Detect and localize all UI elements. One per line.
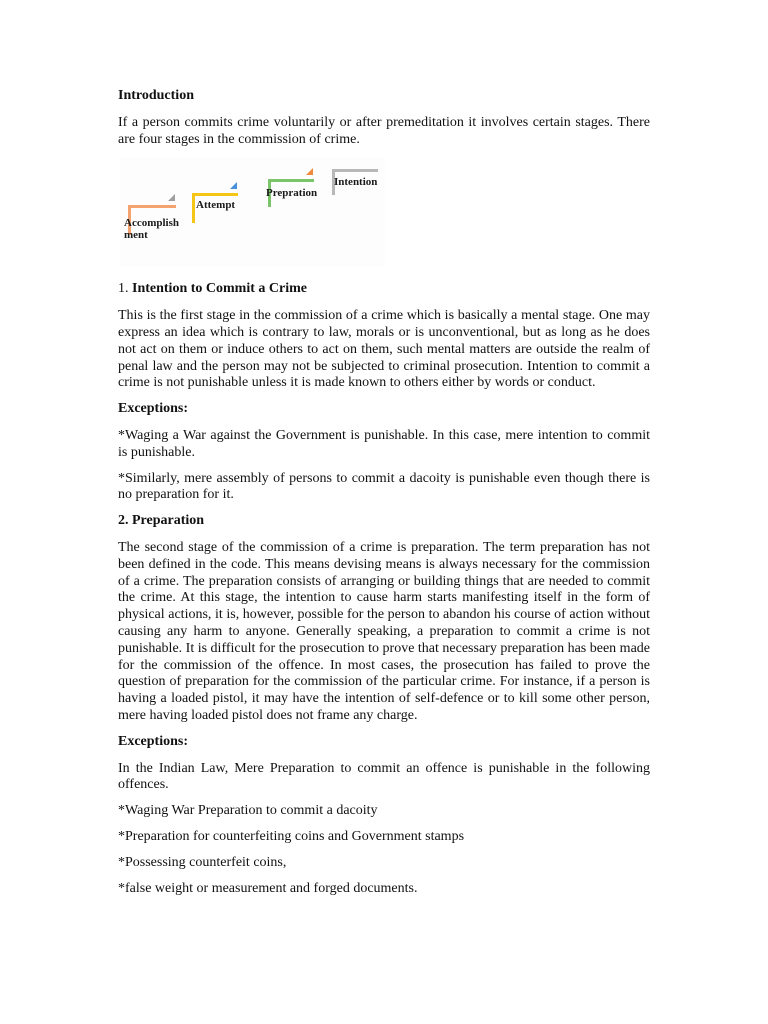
diagram-step-attempt — [192, 193, 238, 223]
crime-stages-diagram — [120, 157, 385, 267]
section2-exceptions-heading: Exceptions: — [118, 733, 188, 749]
step-marker-icon — [230, 182, 237, 189]
diagram-step-accomplishment — [124, 205, 179, 245]
step-bar — [268, 179, 314, 182]
step-bar — [128, 205, 176, 208]
section2-exception-item: *Preparation for counterfeiting coins and Government stamps — [118, 828, 465, 844]
document-content — [118, 88, 650, 906]
step-label: Accomplish ment — [124, 217, 179, 242]
section1-exceptions-heading: Exceptions: — [118, 401, 188, 417]
section2-exception-item: *Waging War Preparation to commit a dacoity — [118, 803, 378, 819]
section2-heading: 2. Preparation — [118, 513, 205, 529]
diagram-step-intention — [332, 169, 378, 199]
step-marker-icon — [306, 168, 313, 175]
section1-exception-item: *Similarly, mere assembly of persons to commit a dacoity is punishable even though there is no preparation for it. — [118, 470, 650, 503]
step-label: Intention — [334, 176, 378, 189]
section1-paragraph: This is the first stage in the commission of a crime which is basically a mental stage. One may express an idea which is contrary to law, morals or is unconventional, but as long as he does not act on them or induce others to act on them, such mental matters are outside the realm of penal law and the person may not be subjected to criminal prosecution. Intention to commit a crime is not punishable unless it is made known to others either by words or conduct. — [118, 308, 650, 391]
intro-heading: Introduction — [118, 88, 194, 103]
step-label: Prepration — [266, 187, 318, 200]
step-marker-icon — [168, 194, 175, 201]
section2-paragraph: The second stage of the commission of a crime is preparation. The term preparation has not been defined in the code. This means devising means is always necessary for the commission of a crime. The preparation consists of arranging or building things that are needed to commit the crime. At this stage, the intention to cause harm starts manifesting itself in the form of physical actions, it is, however, possible for the person to abandon his course of action without causing any harm to anyone. Generally speaking, a preparation to commit a crime is not punishable. It is difficult for the prosecution to prove that necessary preparation has been made for the commission of the offence. In most cases, the prosecution has failed to prove the question of preparation for the commission of the particular crime. For instance, if a person is having a loaded pistol, it may have the intention of self-defence or to kill some other person, mere having loaded pistol does not frame any charge. — [118, 539, 650, 723]
section2-exception-item: *false weight or measurement and forged documents. — [118, 880, 418, 896]
step-bar — [332, 169, 378, 172]
step-bar — [192, 193, 238, 196]
step-post — [192, 193, 195, 223]
section1-number: 1. — [118, 281, 129, 297]
step-label: Attempt — [196, 199, 236, 212]
section1-exception-item: *Waging a War against the Government is punishable. In this case, mere intention to commit is punishable. — [118, 427, 650, 460]
section1-title: Intention to Commit a Crime — [132, 281, 307, 297]
intro-paragraph: If a person commits crime voluntarily or after premeditation it involves certain stages. There are four stages in the commission of crime. — [118, 114, 650, 147]
section1-heading — [118, 281, 650, 298]
section2-exception-item: *Possessing counterfeit coins, — [118, 854, 287, 870]
section2-exceptions-intro: In the Indian Law, Mere Preparation to commit an offence is punishable in the following offences. — [118, 760, 650, 793]
diagram-step-preparation — [266, 179, 318, 209]
